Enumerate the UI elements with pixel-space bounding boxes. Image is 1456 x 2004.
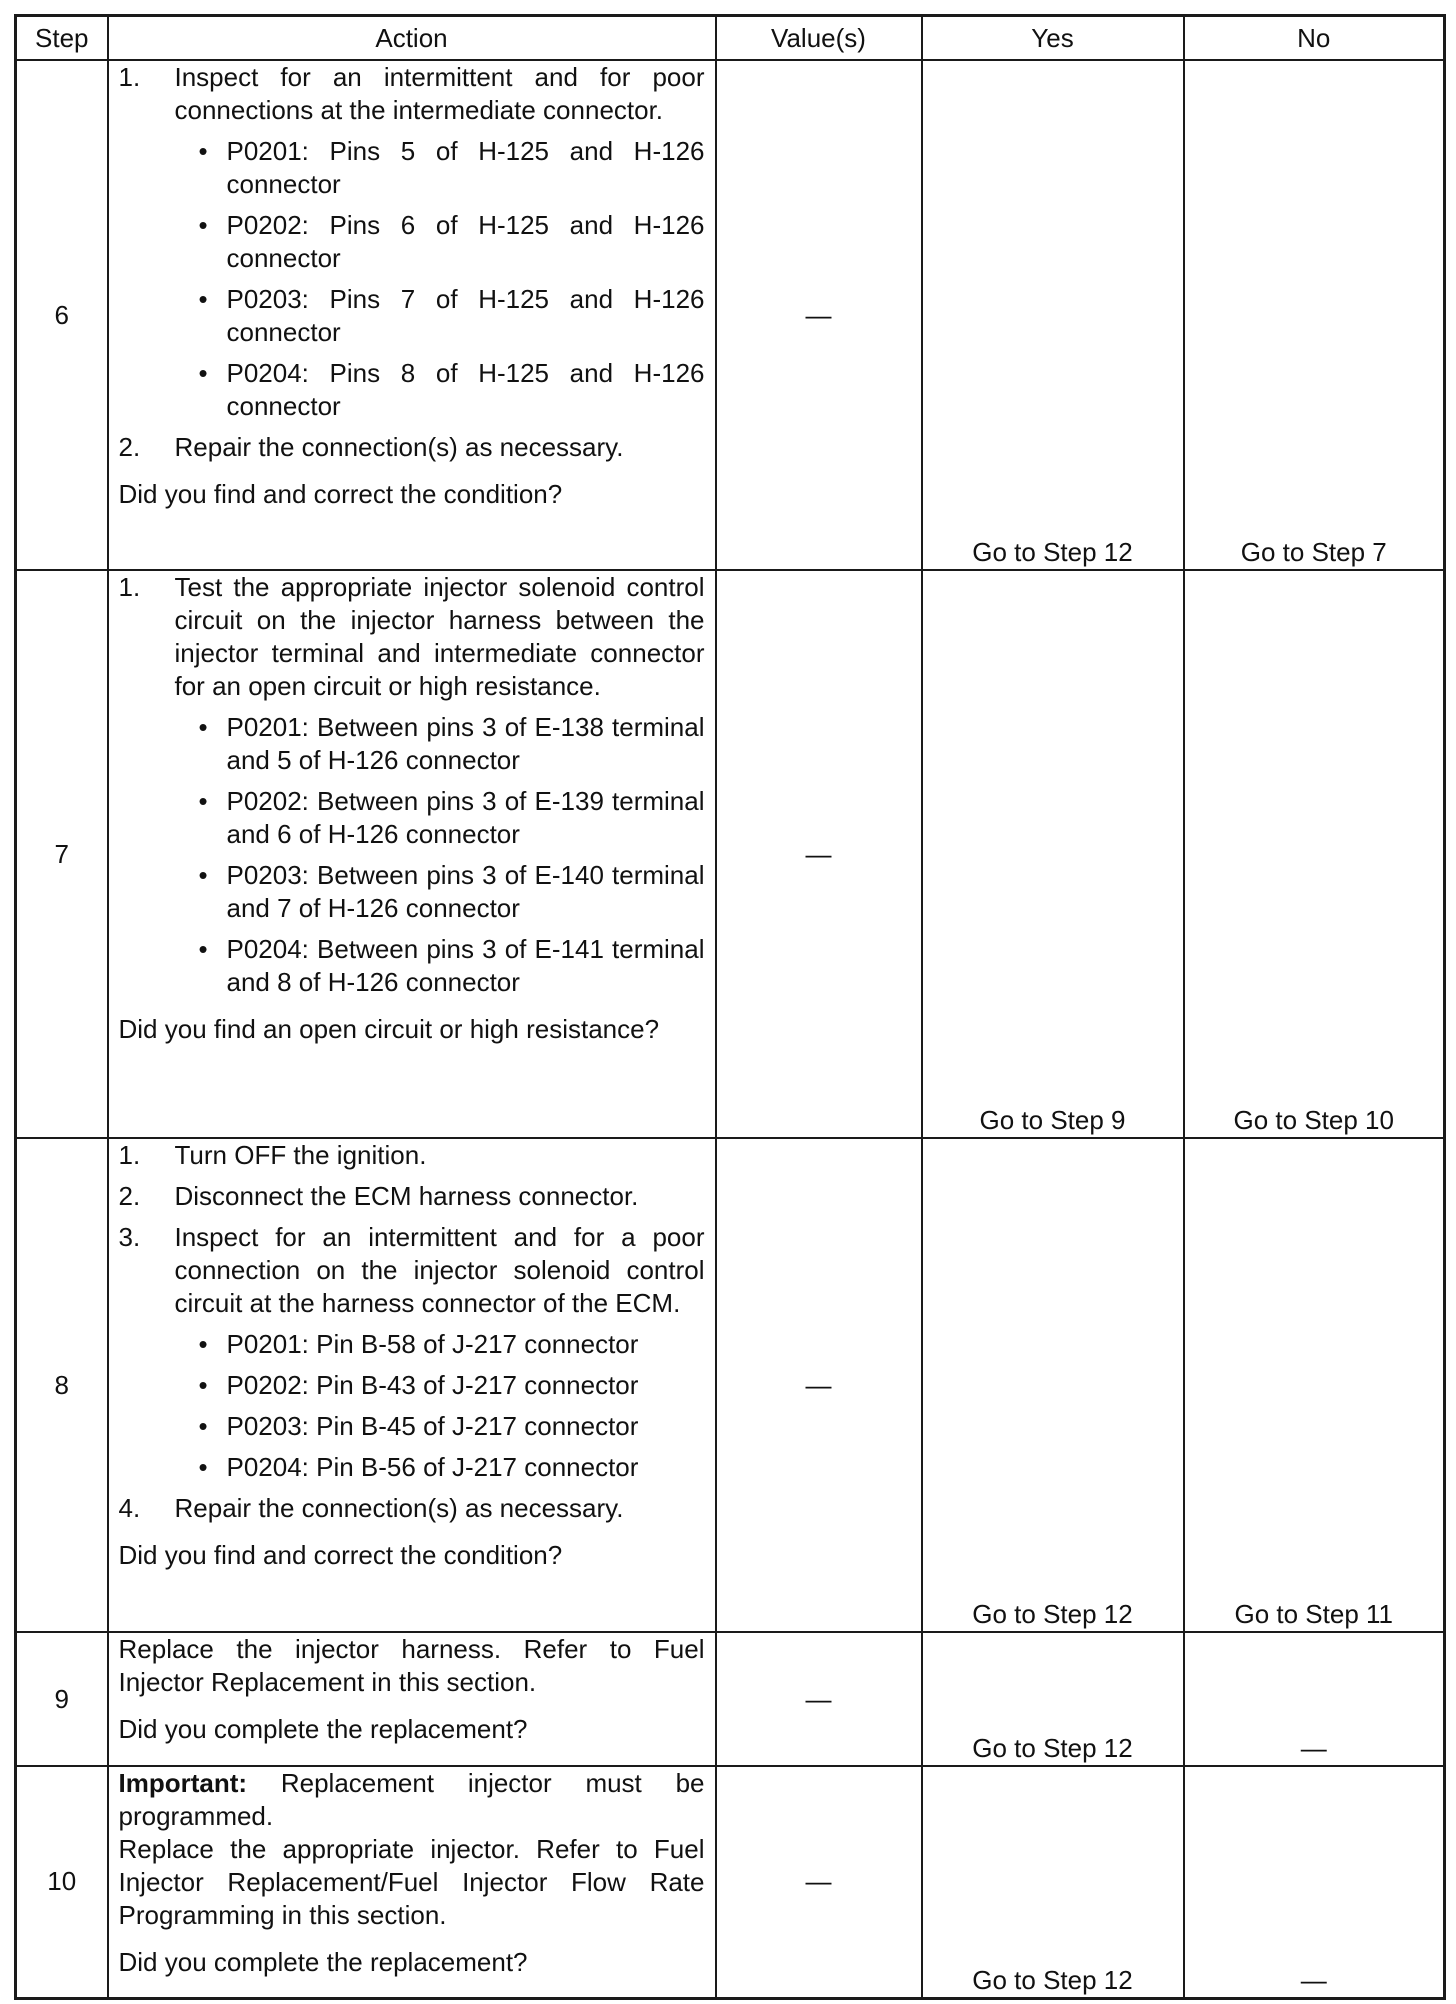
- values-cell: —: [716, 570, 922, 1138]
- yes-cell: Go to Step 12: [922, 60, 1184, 570]
- sub-item: [199, 1369, 705, 1402]
- sub-item: [199, 357, 705, 423]
- table-row-step-10: [16, 1766, 1445, 1998]
- action-text: Replace the injector harness. Refer to Fuel Injector Replacement in this section.: [118, 1634, 705, 1697]
- important-note: [119, 1767, 705, 1833]
- header-row: [16, 16, 1445, 61]
- bullet-icon: •: [198, 136, 208, 166]
- bullet-icon: •: [198, 1329, 208, 1359]
- bullet-icon: •: [198, 210, 208, 240]
- important-label: Important:: [118, 1768, 248, 1798]
- values-cell: —: [716, 1632, 922, 1766]
- action-item: [119, 61, 705, 127]
- no-cell: Go to Step 7: [1184, 60, 1445, 570]
- item-number: 1.: [118, 1140, 141, 1170]
- no-cell: Go to Step 10: [1184, 570, 1445, 1138]
- no-cell: Go to Step 11: [1184, 1138, 1445, 1632]
- sub-item: [199, 785, 705, 851]
- action-item: [119, 1221, 705, 1320]
- item-text: Disconnect the ECM harness connector.: [174, 1181, 639, 1211]
- sub-item: [199, 135, 705, 201]
- item-number: 2.: [118, 432, 141, 462]
- item-text: Repair the connection(s) as necessary.: [174, 432, 624, 462]
- item-number: 4.: [118, 1493, 141, 1523]
- sub-item-text: P0202: Between pins 3 of E-139 terminal and 6 of H-126 connector: [226, 786, 705, 849]
- action-item: [119, 1492, 705, 1525]
- important-text: Replacement injector must be programmed.: [118, 1768, 705, 1831]
- sub-item: [199, 711, 705, 777]
- action-text: Replace the appropriate injector. Refer to Fuel Injector Replacement/Fuel Injector Flow Rate Programming in this section.: [118, 1834, 705, 1930]
- sub-item-text: P0204: Between pins 3 of E-141 terminal and 8 of H-126 connector: [226, 934, 705, 997]
- sub-item-text: P0203: Between pins 3 of E-140 terminal and 7 of H-126 connector: [226, 860, 705, 923]
- item-text: Inspect for an intermittent and for a poor connection on the injector solenoid control circuit at the harness connector of the ECM.: [174, 1222, 705, 1318]
- yes-cell: Go to Step 9: [922, 570, 1184, 1138]
- sub-item: [199, 933, 705, 999]
- values-cell: —: [716, 1766, 922, 1998]
- bullet-icon: •: [198, 786, 208, 816]
- header-no: No: [1184, 16, 1445, 61]
- header-yes: Yes: [922, 16, 1184, 61]
- bullet-icon: •: [198, 1411, 208, 1441]
- step-number: 9: [16, 1632, 108, 1766]
- item-number: 1.: [118, 572, 141, 602]
- item-text: Turn OFF the ignition.: [174, 1140, 427, 1170]
- bullet-icon: •: [198, 934, 208, 964]
- action-cell: [108, 1766, 716, 1998]
- sub-item-text: P0203: Pin B-45 of J-217 connector: [226, 1411, 639, 1441]
- bullet-icon: •: [198, 284, 208, 314]
- sub-item: [199, 1451, 705, 1484]
- step-number: 8: [16, 1138, 108, 1632]
- action-cell: [108, 570, 716, 1138]
- sub-item-text: P0201: Pin B-58 of J-217 connector: [226, 1329, 639, 1359]
- item-number: 2.: [118, 1181, 141, 1211]
- action-item: [119, 1180, 705, 1213]
- bullet-icon: •: [198, 712, 208, 742]
- no-cell: —: [1184, 1632, 1445, 1766]
- yes-cell: Go to Step 12: [922, 1138, 1184, 1632]
- sub-item-text: P0204: Pin B-56 of J-217 connector: [226, 1452, 639, 1482]
- table-row-step-6: [16, 60, 1445, 570]
- header-action: Action: [108, 16, 716, 61]
- action-item: [119, 1139, 705, 1172]
- procedure-table-container: [14, 14, 1443, 2000]
- sub-item: [199, 283, 705, 349]
- action-question: Did you find and correct the condition?: [118, 1540, 563, 1570]
- bullet-icon: •: [198, 860, 208, 890]
- action-cell: [108, 60, 716, 570]
- sub-item-text: P0202: Pin B-43 of J-217 connector: [226, 1370, 639, 1400]
- sub-item-text: P0203: Pins 7 of H-125 and H-126 connector: [226, 284, 705, 347]
- table-row-step-8: [16, 1138, 1445, 1632]
- header-step: Step: [16, 16, 108, 61]
- yes-cell: Go to Step 12: [922, 1766, 1184, 1998]
- action-item: [119, 571, 705, 703]
- step-number: 6: [16, 60, 108, 570]
- item-number: 1.: [118, 62, 141, 92]
- bullet-icon: •: [198, 1370, 208, 1400]
- action-question: Did you find an open circuit or high resistance?: [118, 1014, 660, 1044]
- item-number: 3.: [118, 1222, 141, 1252]
- action-question: Did you complete the replacement?: [118, 1714, 528, 1744]
- sub-item: [199, 1410, 705, 1443]
- bullet-icon: •: [198, 1452, 208, 1482]
- diagnostic-steps-table: [14, 14, 1446, 2000]
- action-question: Did you find and correct the condition?: [118, 479, 563, 509]
- action-cell: [108, 1632, 716, 1766]
- table-row-step-7: [16, 570, 1445, 1138]
- header-values: Value(s): [716, 16, 922, 61]
- item-text: Test the appropriate injector solenoid control circuit on the injector harness between the injector terminal and intermediate connector for an open circuit or high resistance.: [174, 572, 705, 701]
- sub-item: [199, 859, 705, 925]
- step-number: 7: [16, 570, 108, 1138]
- sub-item-text: P0202: Pins 6 of H-125 and H-126 connector: [226, 210, 705, 273]
- item-text: Repair the connection(s) as necessary.: [174, 1493, 624, 1523]
- values-cell: —: [716, 1138, 922, 1632]
- sub-item: [199, 1328, 705, 1361]
- action-cell: [108, 1138, 716, 1632]
- action-item: [119, 431, 705, 464]
- bullet-icon: •: [198, 358, 208, 388]
- no-cell: —: [1184, 1766, 1445, 1998]
- yes-cell: Go to Step 12: [922, 1632, 1184, 1766]
- step-number: 10: [16, 1766, 108, 1998]
- sub-item: [199, 209, 705, 275]
- values-cell: —: [716, 60, 922, 570]
- sub-item-text: P0201: Pins 5 of H-125 and H-126 connector: [226, 136, 705, 199]
- item-text: Inspect for an intermittent and for poor connections at the intermediate connector.: [174, 62, 705, 125]
- sub-item-text: P0201: Between pins 3 of E-138 terminal and 5 of H-126 connector: [226, 712, 705, 775]
- sub-item-text: P0204: Pins 8 of H-125 and H-126 connector: [226, 358, 705, 421]
- action-question: Did you complete the replacement?: [118, 1947, 528, 1977]
- table-row-step-9: [16, 1632, 1445, 1766]
